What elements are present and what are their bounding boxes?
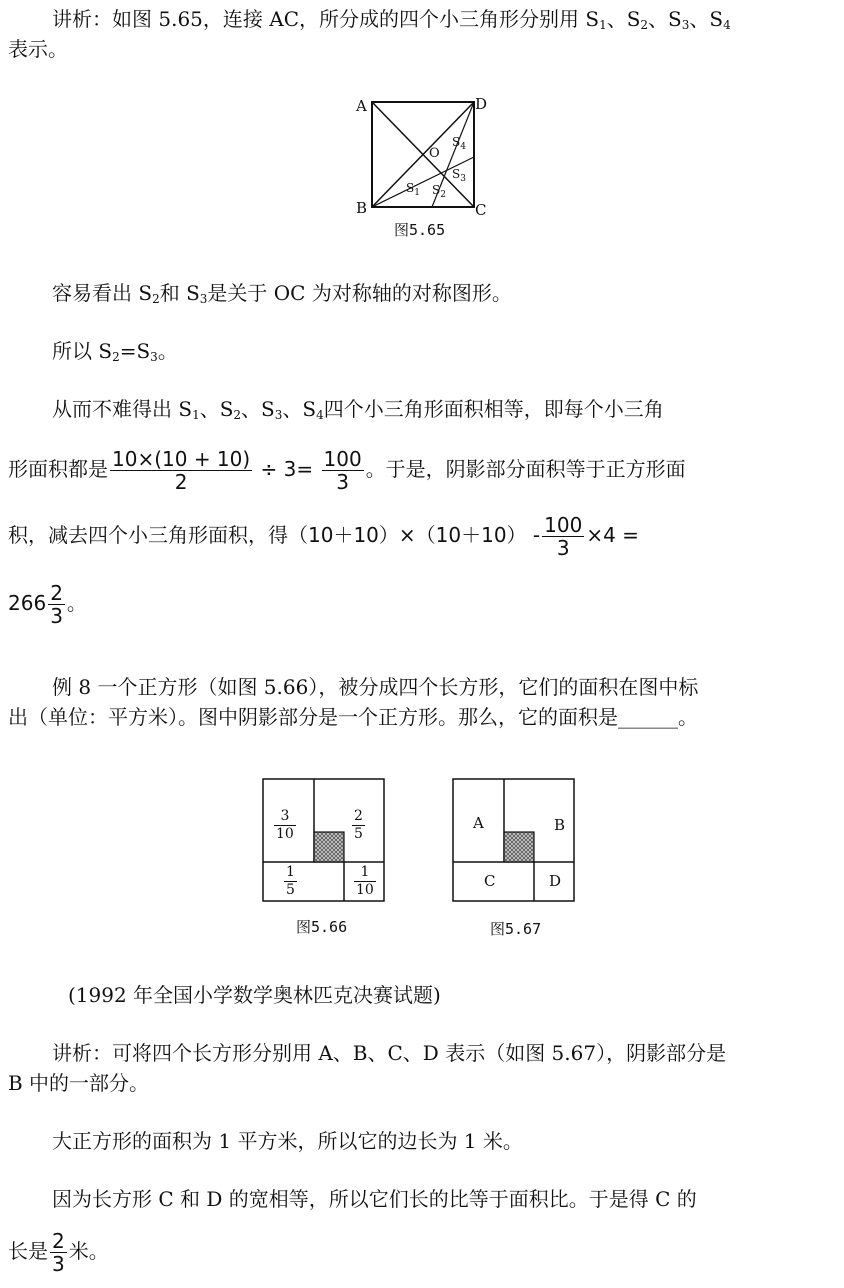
text: 。 xyxy=(157,339,178,363)
equals: = xyxy=(119,339,137,363)
shaded-square xyxy=(314,832,344,862)
text: 容易看出 xyxy=(52,281,139,305)
text: 是关于 OC 为对称轴的对称图形。 xyxy=(207,281,512,305)
label-d: D xyxy=(475,95,488,113)
source-note: (1992 年全国小学数学奥林匹克决赛试题) xyxy=(68,983,441,1007)
paragraph-symmetry xyxy=(52,280,512,312)
text: 和 xyxy=(159,281,187,305)
s-index: 3 xyxy=(274,408,283,422)
s-index: 1 xyxy=(192,408,200,422)
text: 讲析：如图 5.65，连接 AC，所分成的四个小三角形分别用 xyxy=(52,7,586,31)
fraction xyxy=(110,448,252,493)
paragraph-side-length: 大正方形的面积为 1 平方米，所以它的边长为 1 米。 xyxy=(52,1129,523,1153)
sep: 、 xyxy=(199,397,220,421)
paragraph-formula-1 xyxy=(8,444,686,494)
s-label: S xyxy=(261,397,275,421)
paragraph-result xyxy=(8,578,87,628)
sep: 、 xyxy=(241,397,262,421)
s-label: S xyxy=(186,281,200,305)
sep: 、 xyxy=(689,7,710,31)
s-label: S xyxy=(136,339,151,363)
text: 所以 xyxy=(52,339,99,363)
s-index: 4 xyxy=(316,408,324,422)
fraction xyxy=(542,514,584,559)
text: 形面积都是 xyxy=(8,457,108,481)
text: ×4 = xyxy=(586,523,639,547)
area-top-right xyxy=(352,808,365,843)
s-index: 2 xyxy=(112,350,120,364)
label-s3: $S_3$ xyxy=(452,167,466,184)
text: 出（单位：平方米）。图中阴影部分是一个正方形。那么，它的面积是 xyxy=(8,705,618,729)
numerator: 2 xyxy=(354,808,363,824)
label-o: O xyxy=(429,146,440,161)
paragraph-equal-areas xyxy=(52,396,664,428)
denominator: 3 xyxy=(52,1252,65,1276)
sep: 、 xyxy=(648,7,669,31)
area-bottom-right xyxy=(354,864,376,899)
text: 长是 xyxy=(8,1239,48,1263)
text: ÷ 3= xyxy=(254,457,320,481)
figure-5-65 xyxy=(352,95,492,240)
text: 米。 xyxy=(68,1239,109,1263)
figure-5-67 xyxy=(452,778,577,940)
s-index: 3 xyxy=(150,350,158,364)
figure-5-66 xyxy=(262,778,387,938)
example-8-line-1: 例 8 一个正方形（如图 5.66），被分成四个长方形，它们的面积在图中标 xyxy=(52,675,699,699)
s-index: 3 xyxy=(681,18,690,32)
text: 积，减去四个小三角形面积，得（10＋10）×（10＋10） - xyxy=(8,523,541,547)
paragraph-formula-2 xyxy=(8,510,639,560)
text: 四个小三角形面积相等，即每个小三角 xyxy=(323,397,664,421)
s-label: S xyxy=(585,7,600,31)
paragraph-analysis-1 xyxy=(52,6,731,38)
example-8-line-2 xyxy=(8,704,698,730)
denominator: 5 xyxy=(286,882,295,898)
s-index: 2 xyxy=(640,18,649,32)
fraction xyxy=(50,1230,67,1275)
denominator: 5 xyxy=(354,826,363,842)
whole-number: 266 xyxy=(8,591,47,615)
numerator: 100 xyxy=(544,513,583,537)
paragraph-therefore xyxy=(52,338,178,370)
numerator: 2 xyxy=(50,581,63,605)
fraction xyxy=(48,582,65,627)
numerator: 100 xyxy=(323,447,362,471)
s-label: S xyxy=(302,397,317,421)
paragraph-analysis-1-cont: 表示。 xyxy=(8,37,68,61)
denominator: 10 xyxy=(276,826,294,842)
denominator: 2 xyxy=(174,470,188,494)
numerator: 3 xyxy=(274,808,296,826)
s-index: 2 xyxy=(233,408,242,422)
label-a: A xyxy=(473,814,484,832)
s-index: 3 xyxy=(199,292,208,306)
numerator: 1 xyxy=(354,864,376,882)
paragraph-length-c xyxy=(8,1226,109,1276)
label-b: B xyxy=(356,199,368,217)
s-index: 2 xyxy=(152,292,160,306)
denominator: 10 xyxy=(356,882,374,898)
text: 。于是，阴影部分面积等于正方形面 xyxy=(365,457,686,481)
s-label: S xyxy=(98,339,113,363)
s-label: S xyxy=(178,397,193,421)
label-c: C xyxy=(484,872,496,890)
paragraph-ratio: 因为长方形 C 和 D 的宽相等，所以它们长的比等于面积比。于是得 C 的 xyxy=(52,1187,697,1211)
denominator: 3 xyxy=(50,604,63,628)
shaded-square xyxy=(504,832,534,862)
text: 从而不难得出 xyxy=(52,397,179,421)
label-b: B xyxy=(554,816,566,834)
figure-caption: 图5.65 xyxy=(394,221,446,239)
label-s2: $S_2$ xyxy=(432,183,446,200)
denominator: 3 xyxy=(336,470,349,494)
s-label: S xyxy=(138,281,153,305)
numerator: 10×(10 + 10) xyxy=(112,447,251,471)
paragraph-analysis-2-line-1: 讲析：可将四个长方形分别用 A、B、C、D 表示（如图 5.67），阴影部分是 xyxy=(52,1041,727,1065)
fraction xyxy=(322,448,364,493)
numerator: 1 xyxy=(286,864,295,880)
area-bottom-left xyxy=(284,864,297,899)
s-label: S xyxy=(219,397,234,421)
label-d: D xyxy=(549,872,562,890)
figure-caption: 图5.66 xyxy=(296,918,348,936)
denominator: 3 xyxy=(556,536,570,560)
answer-blank: ______ xyxy=(618,705,678,729)
text: 。 xyxy=(66,591,87,615)
text: 。 xyxy=(678,705,698,729)
label-s1: $S_1$ xyxy=(406,181,420,198)
s-label: S xyxy=(626,7,641,31)
label-a: A xyxy=(356,97,367,115)
sep: 、 xyxy=(282,397,303,421)
s-index: 1 xyxy=(599,18,607,32)
paragraph-analysis-2-line-2: B 中的一部分。 xyxy=(8,1071,150,1095)
numerator: 2 xyxy=(52,1229,65,1253)
s-label: S xyxy=(668,7,682,31)
label-s4: $S_4$ xyxy=(452,135,466,152)
s-label: S xyxy=(709,7,724,31)
label-c: C xyxy=(475,201,487,219)
s-index: 4 xyxy=(723,18,731,32)
area-top-left xyxy=(274,808,296,843)
sep: 、 xyxy=(606,7,627,31)
figure-caption: 图5.67 xyxy=(490,920,542,938)
